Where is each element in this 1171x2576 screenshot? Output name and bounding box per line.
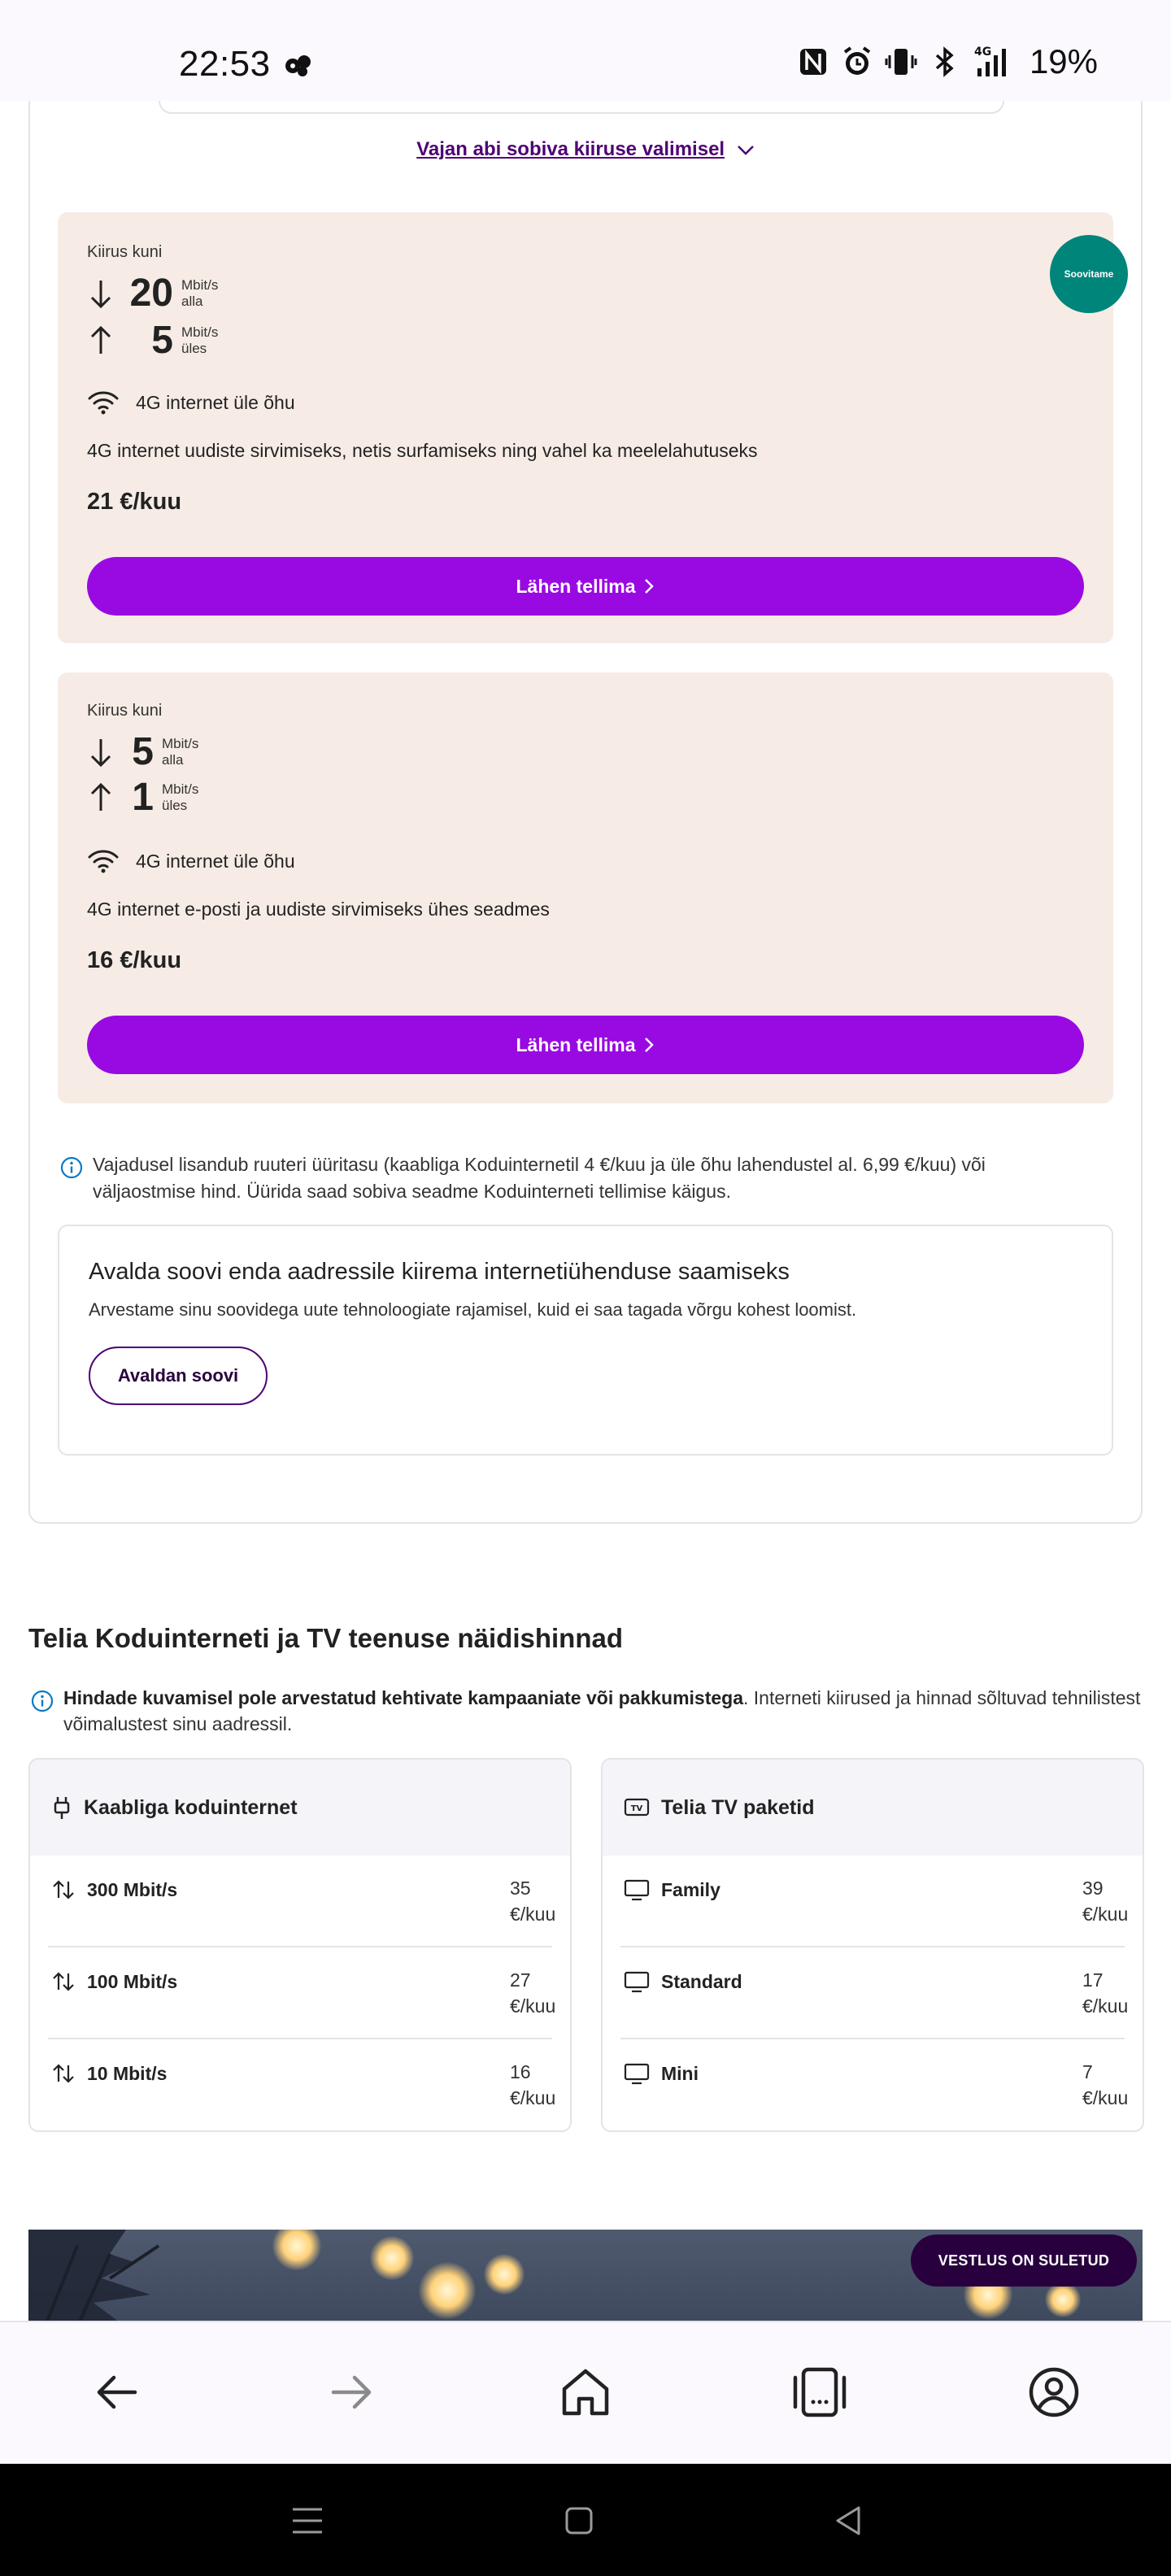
download-speed: 5 Mbit/s alla <box>87 729 198 774</box>
system-navigation-bar <box>0 2464 1171 2576</box>
download-speed: 20 Mbit/s alla <box>87 271 218 315</box>
table-row: Standard 17 €/kuu <box>620 1947 1125 2039</box>
recents-menu-icon[interactable] <box>285 2498 330 2543</box>
updown-arrows-icon <box>51 1970 76 1993</box>
system-home-icon[interactable] <box>556 2498 602 2543</box>
plan-description: 4G internet e-posti ja uudiste sirvimiseks ühes seadmes <box>87 899 550 920</box>
wish-text: Arvestame sinu soovidega uute tehnoloogiate rajamisel, kuid ei saa tagada võrgu kohest loomist. <box>89 1299 857 1320</box>
plan-price: 16 €/kuu <box>87 947 182 973</box>
monitor-icon <box>624 1970 650 1993</box>
submit-wish-button[interactable]: Avaldan soovi <box>89 1347 268 1405</box>
tv-icon <box>624 1797 650 1818</box>
updown-arrows-icon <box>51 2062 76 2085</box>
table-row: 100 Mbit/s 27 €/kuu <box>48 1947 552 2039</box>
router-fee-note: Vajadusel lisandub ruuteri üüritasu (kaabliga Koduinternetil 4 €/kuu ja üle õhu lahendustel al. 6,99 €/kuu) või väljaostmise hind. Üürida saad sobiva seadme Koduinterneti tellimise käigus. <box>60 1151 1036 1205</box>
order-button[interactable]: Lähen tellima <box>87 1016 1084 1074</box>
account-icon[interactable] <box>1021 2360 1086 2425</box>
plan-description: 4G internet uudiste sirvimiseks, netis surfamiseks ning vahel ka meelelahutuseks <box>87 440 758 461</box>
speed-label: Kiirus kuni <box>87 243 163 261</box>
fairy-light <box>1045 2282 1081 2317</box>
chevron-right-icon <box>643 1036 655 1054</box>
fairy-light <box>419 2262 476 2319</box>
chat-closed-button[interactable]: VESTLUS ON SULETUD <box>911 2234 1137 2287</box>
table-row: Mini 7 €/kuu <box>620 2039 1125 2131</box>
tv-packages-price-table <box>601 1758 1144 2132</box>
browser-navigation-bar <box>0 2321 1171 2464</box>
upload-speed: 5 Mbit/s üles <box>87 318 218 363</box>
fairy-light <box>272 2230 321 2270</box>
page-content <box>0 101 1171 2321</box>
arrow-up-icon <box>87 780 115 816</box>
monitor-icon <box>624 1878 650 1901</box>
monitor-icon <box>624 2062 650 2085</box>
feature-4g: 4G internet üle õhu <box>87 389 295 416</box>
app-notification-icon <box>281 49 316 83</box>
arrow-down-icon <box>87 276 115 311</box>
svg-text:TV: TV <box>630 1804 643 1813</box>
battery-level: 19% <box>1029 42 1098 80</box>
tree-silhouette <box>28 2230 240 2321</box>
table-header: Kaabliga koduinternet <box>30 1760 570 1856</box>
wifi-icon <box>87 389 120 416</box>
bluetooth-icon <box>929 44 961 80</box>
vibrate-icon <box>885 44 917 80</box>
order-button[interactable]: Lähen tellima <box>87 557 1084 616</box>
plan-card-5mbit <box>58 672 1113 1103</box>
plan-card-20mbit <box>58 212 1113 643</box>
recommended-badge: Soovitame <box>1050 235 1128 313</box>
feature-4g: 4G internet üle õhu <box>87 848 295 874</box>
chevron-right-icon <box>643 577 655 595</box>
nfc-icon <box>797 44 829 80</box>
sample-prices-note: Hindade kuvamisel pole arvestatud kehtivate kampaaniate või pakkumistega. Interneti kiirused ja hinnad sõltuvad tehnilistest võimalustest sinu aadressil. <box>31 1685 1145 1737</box>
updown-arrows-icon <box>51 1878 76 1901</box>
chevron-down-icon <box>737 145 755 156</box>
cable-plug-icon <box>51 1795 72 1821</box>
sample-prices-title: Telia Koduinterneti ja TV teenuse näidishinnad <box>28 1623 623 1653</box>
back-arrow-icon[interactable] <box>85 2360 150 2425</box>
arrow-down-icon <box>87 734 115 770</box>
signal-4g-icon <box>973 44 1013 80</box>
upload-speed: 1 Mbit/s üles <box>87 775 198 820</box>
status-bar <box>0 0 1171 101</box>
search-field-edge <box>159 101 1004 114</box>
arrow-up-icon <box>87 323 115 359</box>
forward-arrow-icon[interactable] <box>319 2360 384 2425</box>
speed-label: Kiirus kuni <box>87 702 163 720</box>
info-icon <box>60 1156 83 1179</box>
speed-help-link[interactable]: Vajan abi sobiva kiiruse valimisel <box>0 138 1171 161</box>
info-icon <box>31 1690 54 1712</box>
svg-text:4G: 4G <box>973 46 992 59</box>
fairy-light <box>484 2254 525 2295</box>
table-row: Family 39 €/kuu <box>620 1856 1125 1947</box>
cable-internet-price-table <box>28 1758 572 2132</box>
plan-price: 21 €/kuu <box>87 489 182 515</box>
home-icon[interactable] <box>553 2360 618 2425</box>
alarm-icon <box>841 44 873 80</box>
table-header: TV Telia TV paketid <box>603 1760 1143 1856</box>
system-back-icon[interactable] <box>826 2498 872 2543</box>
tabs-icon[interactable] <box>787 2360 852 2425</box>
table-row: 300 Mbit/s 35 €/kuu <box>48 1856 552 1947</box>
status-time: 22:53 <box>179 44 271 84</box>
wifi-icon <box>87 848 120 874</box>
table-row: 10 Mbit/s 16 €/kuu <box>48 2039 552 2131</box>
faster-internet-request-card <box>58 1225 1113 1456</box>
wish-title: Avalda soovi enda aadressile kiirema internetiühenduse saamiseks <box>89 1259 790 1285</box>
fairy-light <box>370 2236 414 2280</box>
